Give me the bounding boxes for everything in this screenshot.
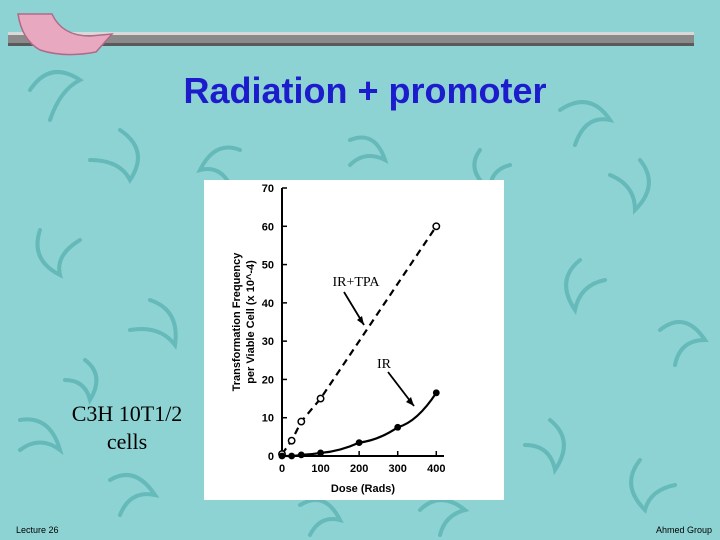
point-ir-tpa	[288, 437, 294, 443]
point-ir	[279, 453, 286, 460]
point-ir	[298, 451, 305, 458]
y-axis-label-line1: Transformation Frequency	[231, 252, 243, 392]
y-tick-label: 50	[261, 259, 274, 272]
point-ir-tpa	[433, 223, 439, 229]
footer-group: Ahmed Group	[655, 525, 712, 535]
x-tick-label: 100	[311, 463, 330, 475]
point-ir	[433, 389, 440, 396]
series-line-ir	[282, 393, 436, 456]
annotation-ir: IR	[377, 357, 391, 372]
y-tick-label: 20	[261, 374, 274, 387]
x-tick-label: 0	[278, 463, 286, 475]
x-axis-label: Dose (Rads)	[330, 483, 396, 495]
point-ir-tpa	[298, 418, 304, 424]
cell-label-line2: cells	[106, 429, 148, 454]
y-tick-label: 30	[261, 336, 274, 349]
chart-annotations	[332, 275, 414, 406]
footer-lecture: Lecture 26	[16, 525, 59, 535]
y-axis-label-line2: per Viable Cell (x 10^-4)	[245, 260, 257, 384]
chart-axes	[231, 183, 445, 495]
point-ir	[356, 439, 363, 446]
y-tick-label: 10	[261, 412, 274, 425]
transformation-chart	[204, 180, 504, 500]
y-tick-label: 70	[261, 183, 274, 195]
cell-label-line1: C3H 10T1/2	[71, 401, 183, 426]
point-ir-tpa	[317, 395, 323, 401]
header-decoration	[0, 0, 720, 60]
annotation-ir-tpa: IR+TPA	[332, 275, 380, 290]
y-tick-label: 0	[267, 451, 274, 463]
y-tick-label: 40	[261, 297, 274, 310]
point-ir	[317, 450, 324, 457]
x-tick-label: 300	[388, 463, 407, 475]
slide-title: Radiation + promoter	[183, 70, 547, 111]
chart-series	[279, 223, 440, 459]
arrowhead-ir-tpa	[357, 316, 364, 325]
y-tick-label: 60	[261, 221, 274, 234]
chart-panel	[204, 180, 504, 500]
x-tick-label: 400	[427, 463, 446, 475]
point-ir	[288, 453, 295, 460]
x-tick-label: 200	[349, 463, 369, 475]
cell-line-label	[62, 400, 192, 456]
point-ir	[394, 424, 401, 431]
